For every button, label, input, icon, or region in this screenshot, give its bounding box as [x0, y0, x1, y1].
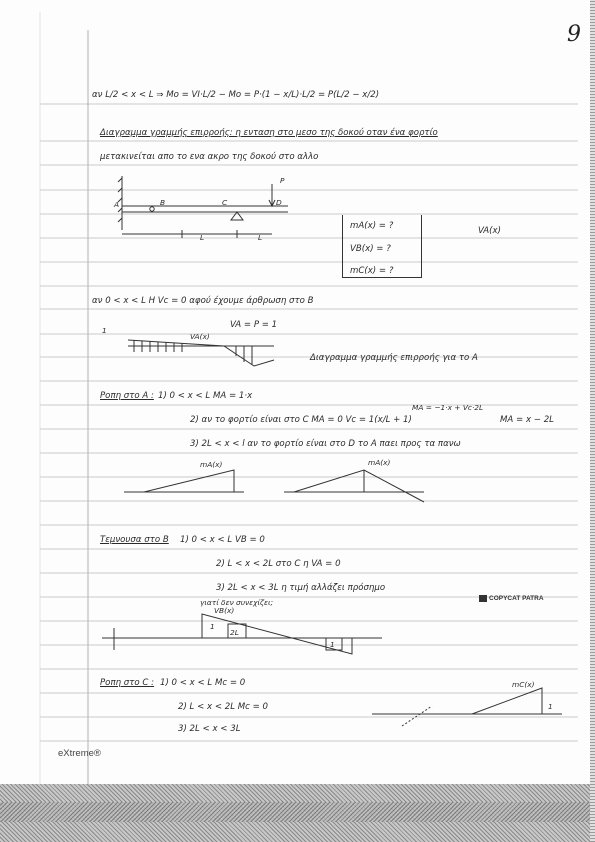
tri-2l-label: 2L [230, 628, 239, 637]
shear-B-heading: Τεμνουσα στο B [100, 535, 169, 545]
scan-border-right [590, 0, 595, 842]
moment-A-case-3: 3) 2L < x < l αν το φορτίο είναι στο D το A παει προς τα πανω [190, 439, 461, 449]
shear-B-case-3: 3) 2L < x < 3L η τιμή αλλάζει πρόσημο [216, 583, 386, 593]
inf-label-1: 1 [102, 326, 107, 335]
stamp-icon [479, 595, 487, 602]
moment-A-case-2-note: MA = −1·x + Vc·2L [412, 403, 484, 412]
shear-B-case-1: 1) 0 < x < L VB = 0 [180, 535, 265, 545]
label-B: B [160, 198, 166, 207]
label-va-x: VA(x) [478, 226, 501, 236]
label-P: P [280, 176, 285, 185]
equation-line-4: αν 0 < x < L H Vc = 0 αφού έχουμε άρθρωση στο B [92, 296, 314, 306]
ma-x-right-label: mA(x) [368, 458, 391, 467]
va-diagram-title: Διαγραμμα γραμμής επιρροής για το A [310, 353, 478, 363]
shear-B-diagram [102, 608, 402, 658]
moment-C-case-2: 2) L < x < 2L Mc = 0 [178, 702, 269, 712]
equation-line-1: αν L/2 < x < L ⇒ Mo = VI·L/2 − Mo = P·(1 − x/L)·L/2 = P(L/2 − x/2) [92, 90, 380, 100]
scan-border-bottom [0, 784, 595, 842]
label-C: C [222, 198, 228, 207]
brand-logo: eXtreme® [58, 748, 101, 759]
shear-B-question: γιατί δεν συνεχίζει; [200, 598, 274, 607]
vb-x-label: VB(x) [214, 606, 235, 615]
label-L-left: L [200, 233, 205, 242]
mc-x-label: mC(x) [512, 680, 535, 689]
unknown-ma: mA(x) = ? [350, 221, 394, 231]
moment-C-case-3: 3) 2L < x < 3L [178, 724, 241, 734]
moment-A-case-2: 2) αν το φορτίο είναι στο C MA = 0 Vc = 1(x/L + 1) [190, 415, 412, 425]
unknown-mc: mC(x) = ? [350, 266, 394, 276]
beam-diagram [92, 172, 352, 242]
moment-C-case-1: 1) 0 < x < L Mc = 0 [160, 678, 246, 688]
moment-A-diagrams [124, 452, 444, 512]
moment-A-heading: Ροπη στο A : [100, 391, 154, 401]
label-A: A [114, 200, 120, 209]
mc-1-label: 1 [548, 702, 553, 711]
moment-C-heading: Ροπη στο C : [100, 678, 155, 688]
moment-C-diagram [372, 680, 572, 730]
moment-A-case-1: 1) 0 < x < L MA = 1·x [158, 391, 253, 401]
unknown-vb: VB(x) = ? [350, 244, 391, 254]
page-number: 9 [567, 22, 581, 47]
inf-label-va-x: VA(x) [190, 332, 210, 341]
tri-1-label: 1 [330, 640, 335, 649]
equation-va: VA = P = 1 [230, 320, 278, 330]
copycat-stamp: COPYCAT PATRA [479, 595, 544, 602]
influence-line-desc: μετακινείται απο το ενα ακρο της δοκού στο αλλο [100, 152, 319, 162]
ma-x-left-label: mA(x) [200, 460, 223, 469]
label-L-right: L [258, 233, 263, 242]
shear-B-case-2: 2) L < x < 2L στο C η VA = 0 [216, 559, 341, 569]
label-D: D [276, 198, 282, 207]
moment-A-case-2-result: MA = x − 2L [500, 415, 554, 425]
tri-l-label: 1 [210, 622, 215, 631]
influence-line-title: Διαγραμμα γραμμής επιρροής: η ενταση στο μεσο της δοκού οταν ένα φορτίο [100, 128, 438, 138]
